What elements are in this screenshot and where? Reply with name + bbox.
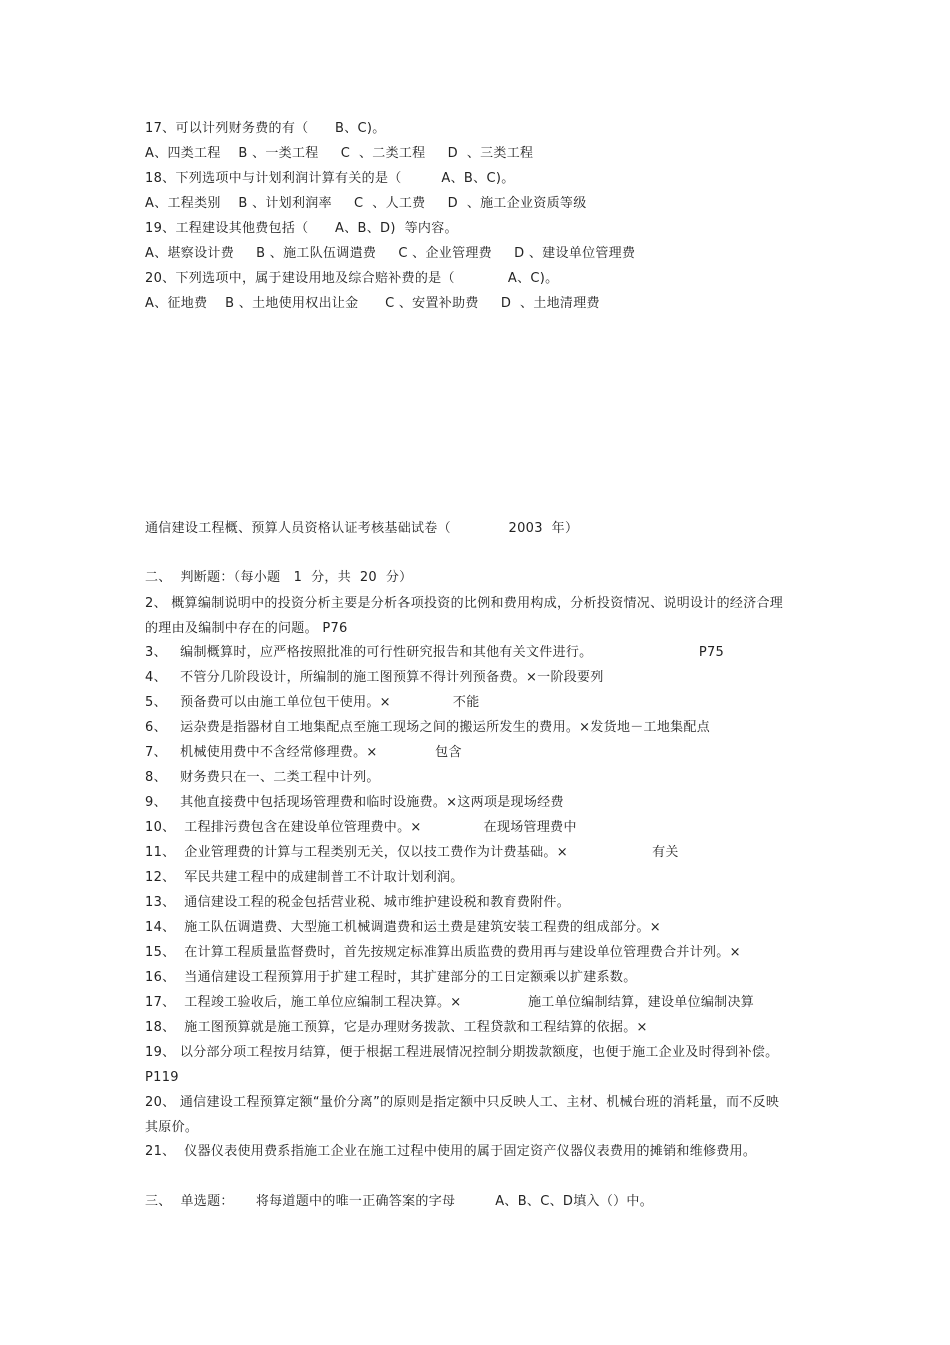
question-19: 19、工程建设其他费包括（ A、B、D) 等内容。 xyxy=(145,221,458,236)
question-18-options: A、工程类别 B 、计划利润率 C 、人工费 D 、施工企业资质等级 xyxy=(145,196,587,211)
question-19-options: A、堪察设计费 B 、施工队伍调遣费 C 、企业管理费 D 、建设单位管理费 xyxy=(145,246,636,261)
tf-item-15: 15、 在计算工程质量监督费时，首先按规定标准算出质监费的费用再与建设单位管理费合并计列。× xyxy=(145,945,741,960)
tf-item-12: 12、 军民共建工程中的成建制普工不计取计划利润。 xyxy=(145,870,464,885)
question-20-options: A、征地费 B 、土地使用权出让金 C 、安置补助费 D 、土地清理费 xyxy=(145,296,600,311)
tf-item-14: 14、 施工队伍调遣费、大型施工机械调遣费和运土费是建筑安装工程费的组成部分。× xyxy=(145,920,661,935)
tf-item-4: 4、 不管分几阶段设计，所编制的施工图预算不得计列预备费。×一阶段要列 xyxy=(145,670,604,685)
tf-item-18: 18、 施工图预算就是施工预算，它是办理财务拨款、工程贷款和工程结算的依据。× xyxy=(145,1020,648,1035)
tf-item-6: 6、 运杂费是指器材自工地集配点至施工现场之间的搬运所发生的费用。×发货地－工地集配点 xyxy=(145,720,711,735)
tf-item-7: 7、 机械使用费中不含经常修理费。× 包含 xyxy=(145,745,462,760)
tf-item-3: 3、 编制概算时，应严格按照批准的可行性研究报告和其他有关文件进行。 P75 xyxy=(145,645,725,660)
tf-item-2: 2、 概算编制说明中的投资分析主要是分析各项投资的比例和费用构成，分析投资情况、说明设计的经济合理的理由及编制中存在的问题。 P76 xyxy=(145,596,784,636)
tf-item-9: 9、 其他直接费中包括现场管理费和临时设施费。×这两项是现场经费 xyxy=(145,795,564,810)
section-2-header: 二、 判断题：（每小题 1 分，共 20 分） xyxy=(145,570,413,585)
tf-item-17: 17、 工程竣工验收后，施工单位应编制工程决算。× 施工单位编制结算，建设单位编制决算 xyxy=(145,995,755,1010)
document-title: 通信建设工程概、预算人员资格认证考核基础试卷（ 2003 年） xyxy=(145,521,579,536)
tf-item-11: 11、 企业管理费的计算与工程类别无关，仅以技工费作为计费基础。× 有关 xyxy=(145,845,679,860)
tf-item-16: 16、 当通信建设工程预算用于扩建工程时，其扩建部分的工日定额乘以扩建系数。 xyxy=(145,970,637,985)
tf-item-21: 21、 仪器仪表使用费系指施工企业在施工过程中使用的属于固定资产仪器仪表费用的摊销和维修费用。 xyxy=(145,1144,757,1159)
tf-item-20: 20、 通信建设工程预算定额“量价分离”的原则是指定额中只反映人工、主材、机械台班的消耗量，而不反映其原价。 xyxy=(145,1095,780,1135)
question-20: 20、下列选项中，属于建设用地及综合赔补费的是（ A、C)。 xyxy=(145,271,559,286)
section-3-header: 三、 单选题： 将每道题中的唯一正确答案的字母 A、B、C、D填入（）中。 xyxy=(145,1194,654,1209)
tf-item-5: 5、 预备费可以由施工单位包干使用。× 不能 xyxy=(145,695,480,710)
tf-item-13: 13、 通信建设工程的税金包括营业税、城市维护建设税和教育费附件。 xyxy=(145,895,571,910)
tf-item-10: 10、 工程排污费包含在建设单位管理费中。× 在现场管理费中 xyxy=(145,820,577,835)
tf-item-8: 8、 财务费只在一、二类工程中计列。 xyxy=(145,770,380,785)
question-17-options: A、四类工程 B 、一类工程 C 、二类工程 D 、三类工程 xyxy=(145,146,534,161)
question-17: 17、可以计列财务费的有（ B、C)。 xyxy=(145,121,386,136)
tf-item-19: 19、 以分部分项工程按月结算，便于根据工程进展情况控制分期拨款额度，也便于施工企业及时得到补偿。 P119 xyxy=(145,1045,779,1085)
question-18: 18、下列选项中与计划利润计算有关的是（ A、B、C)。 xyxy=(145,171,515,186)
